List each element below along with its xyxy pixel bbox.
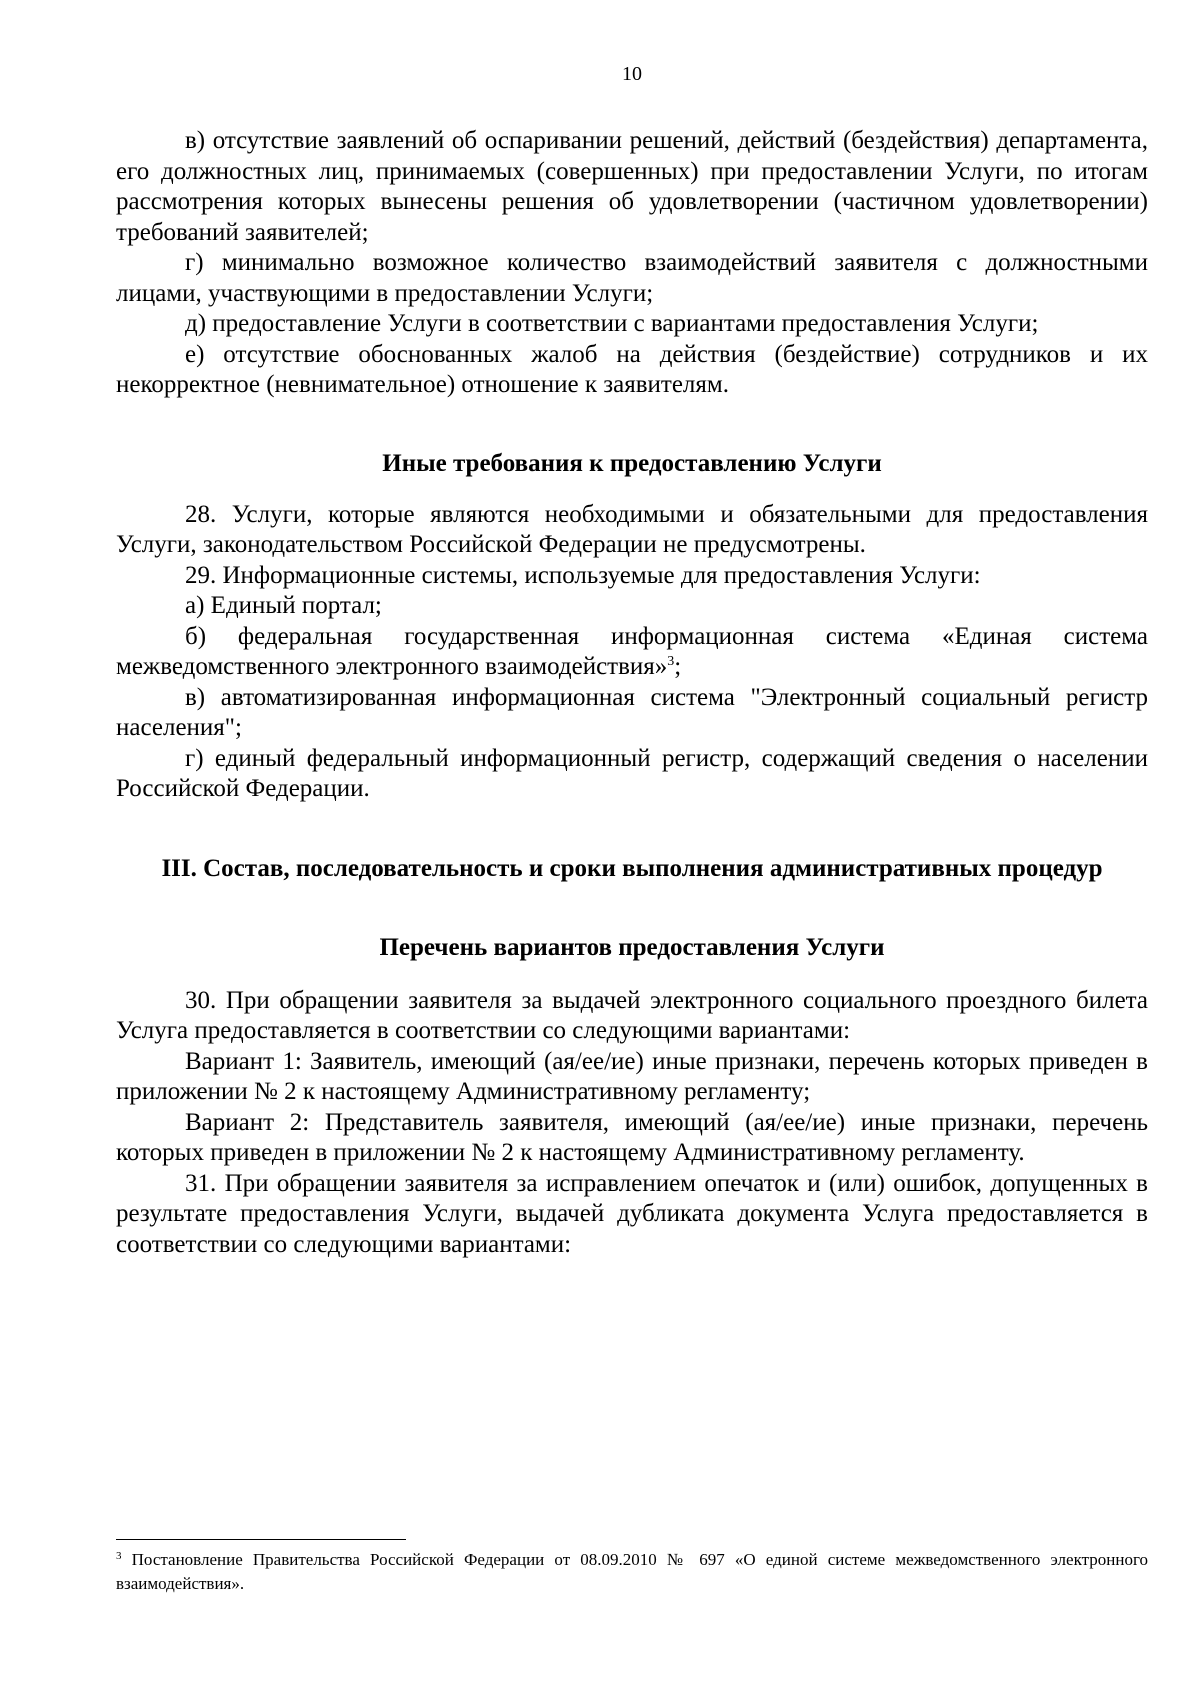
page-number: 10 [622,63,642,85]
paragraph-g-interactions: г) минимально возможное количество взаимодействий заявителя с должностными лицами, участвующими в предоставлении Услуги; [116,249,1148,307]
paragraph-29-g: г) единый федеральный информационный регистр, содержащий сведения о населении Российской Федерации. [116,744,1148,802]
paragraph-31: 31. При обращении заявителя за исправлением опечаток и (или) ошибок, допущенных в результате предоставления Услуги, выдачей дубликата документа Услуга предоставляется в соответствии со следующими вариантами: [116,1169,1148,1258]
paragraph-v-appeals: в) отсутствие заявлений об оспаривании решений, действий (бездействия) департамента, его должностных лиц, принимаемых (совершенных) при предоставлении Услуги, по итогам рассмотрения которых вынесены решения об удовлетворении (частичном удовлетворении) требований заявителей; [116,127,1148,246]
heading-variants-list: Перечень вариантов предоставления Услуги [379,933,885,961]
paragraph-29: 29. Информационные системы, используемые для предоставления Услуги: [185,561,981,589]
paragraph-29-b-text: б) федеральная государственная информационная система «Единая система межведомственного электронного взаимодействия» [116,622,1148,680]
footnote-reference: 3 [667,654,675,669]
paragraph-29-v: в) автоматизированная информационная система "Электронный социальный регистр населения"; [116,683,1148,741]
paragraph-variant-2: Вариант 2: Представитель заявителя, имеющий (ая/ее/ие) иные признаки, перечень которых приведен в приложении № 2 к настоящему Административному регламенту. [116,1108,1148,1166]
footnote-marker: 3 [116,1550,122,1562]
paragraph-e-complaints: е) отсутствие обоснованных жалоб на действия (бездействие) сотрудников и их некорректное (невнимательное) отношение к заявителям. [116,340,1148,398]
paragraph-29-b-tail: ; [674,653,682,680]
paragraph-30: 30. При обращении заявителя за выдачей электронного социального проездного билета Услуга предоставляется в соответствии со следующими вариантами: [116,986,1148,1044]
heading-other-requirements: Иные требования к предоставлению Услуги [382,449,882,477]
paragraph-d-variants: д) предоставление Услуги в соответствии с вариантами предоставления Услуги; [185,310,1039,337]
paragraph-28: 28. Услуги, которые являются необходимыми и обязательными для предоставления Услуги, законодательством Российской Федерации не предусмотрены. [116,500,1148,558]
paragraph-29-a: а) Единый портал; [185,592,382,619]
paragraph-variant-1: Вариант 1: Заявитель, имеющий (ая/ее/ие) иные признаки, перечень которых приведен в приложении № 2 к настоящему Административному регламенту; [116,1047,1148,1105]
heading-section-iii: III. Состав, последовательность и сроки выполнения административных процедур [161,854,1103,882]
footnote-text: Постановление Правительства Российской Федерации от 08.09.2010 № 697 «О единой системе межведомственного электронного взаимодействия». [116,1550,1148,1593]
footnote-separator [116,1539,406,1540]
footnote [116,1548,1148,1596]
paragraph-29-b [116,622,1148,683]
